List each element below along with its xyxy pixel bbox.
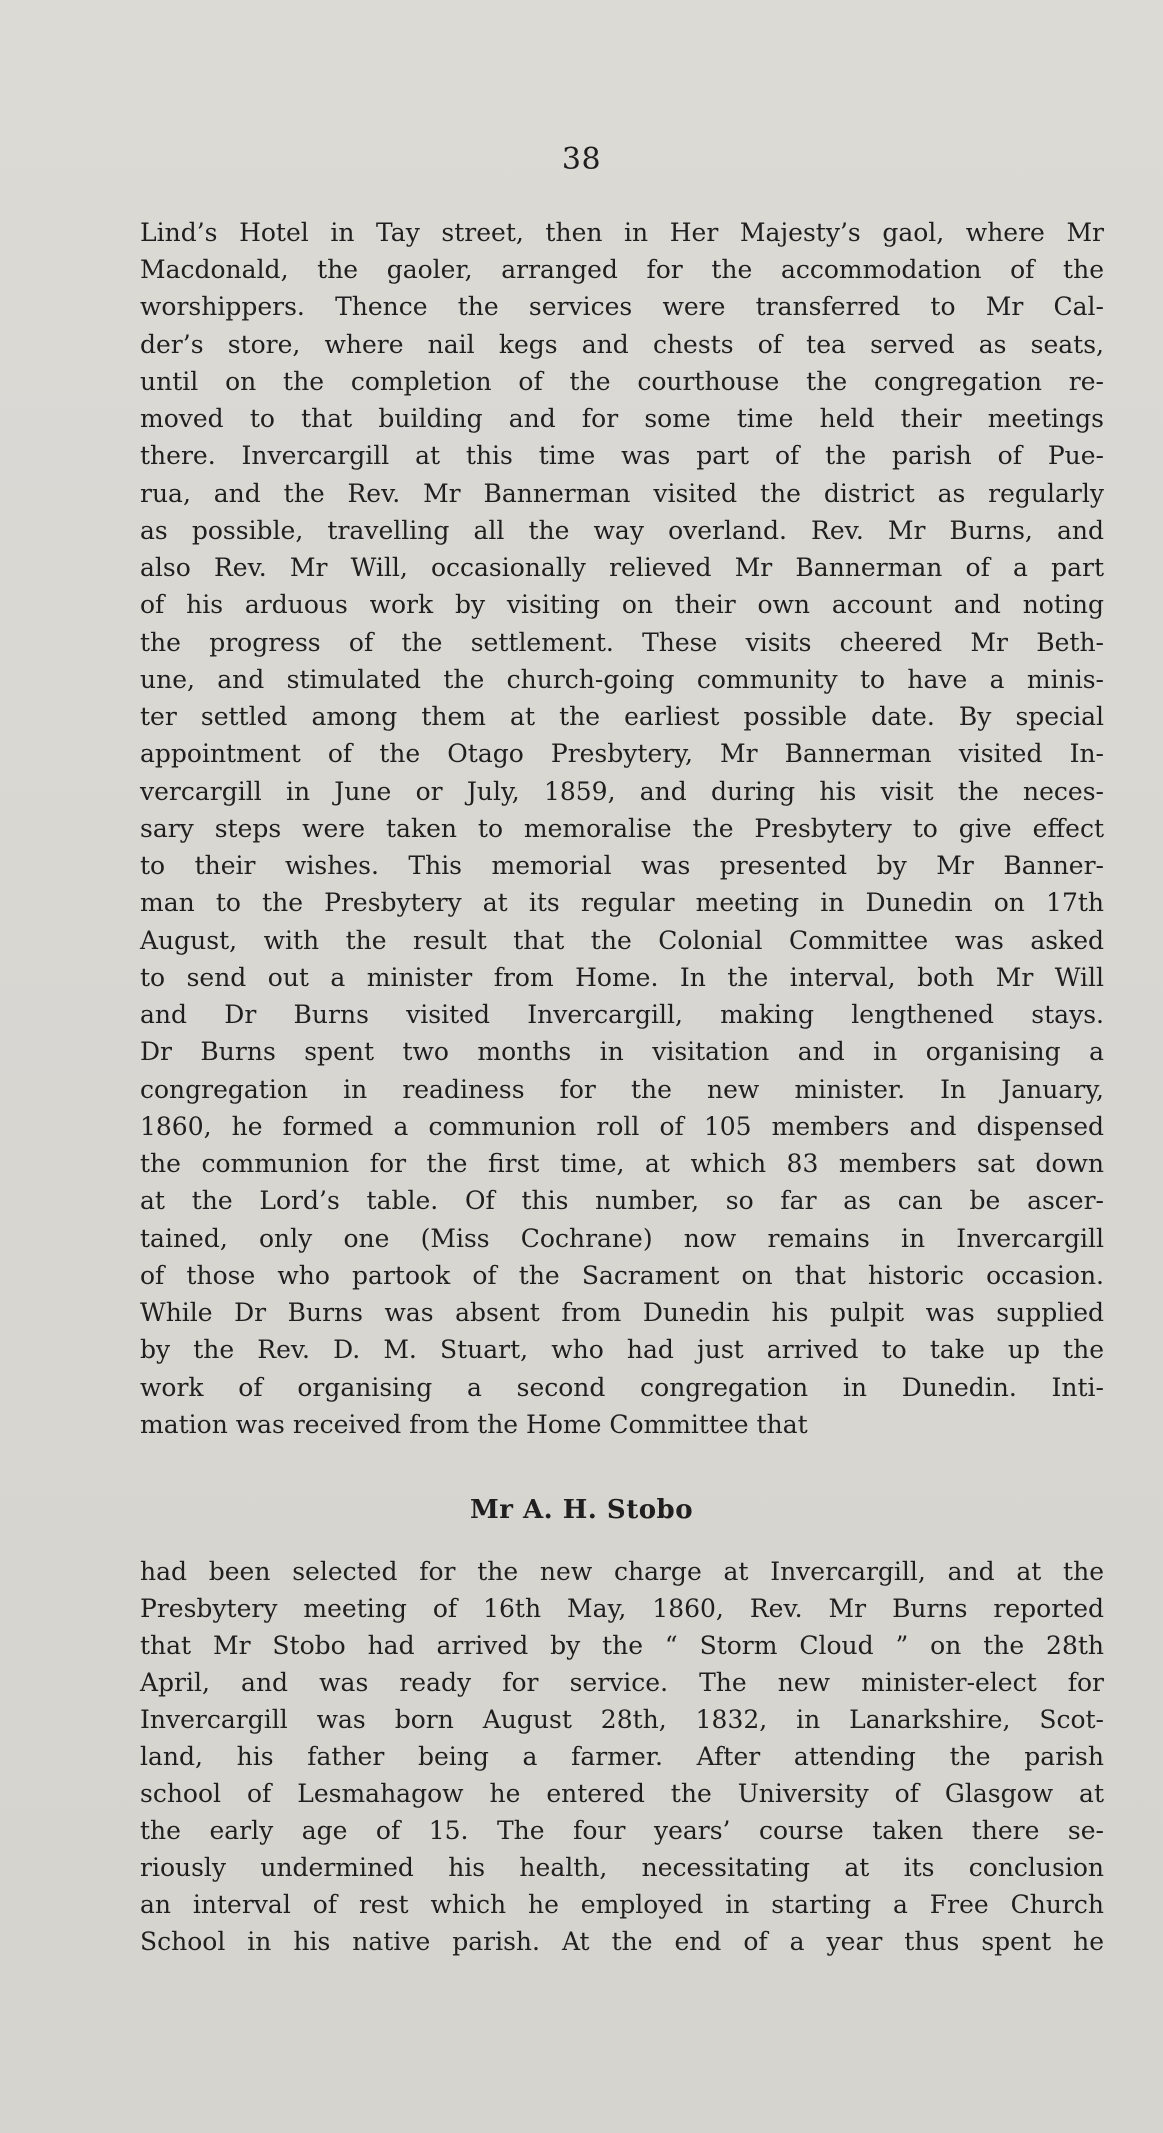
text-line: the communion for the first time, at which 83 members sat down — [140, 1149, 1104, 1178]
text-line: April, and was ready for service. The new minister-elect for — [140, 1668, 1104, 1697]
text-line: school of Lesmahagow he entered the University of Glasgow at — [140, 1779, 1104, 1808]
text-line: to send out a minister from Home. In the interval, both Mr Will — [140, 963, 1104, 992]
text-line: had been selected for the new charge at Invercargill, and at the — [140, 1557, 1104, 1586]
text-line: man to the Presbytery at its regular meeting in Dunedin on 17th — [140, 888, 1104, 917]
text-line: the early age of 15. The four years’ course taken there se- — [140, 1816, 1104, 1845]
text-line: rua, and the Rev. Mr Bannerman visited the district as regularly — [140, 479, 1104, 508]
text-line: an interval of rest which he employed in starting a Free Church — [140, 1890, 1104, 1919]
text-line: Dr Burns spent two months in visitation and in organising a — [140, 1037, 1104, 1066]
text-line: worshippers. Thence the services were transferred to Mr Cal- — [140, 292, 1104, 321]
text-line: Invercargill was born August 28th, 1832, in Lanarkshire, Scot- — [140, 1705, 1104, 1734]
text-line: also Rev. Mr Will, occasionally relieved Mr Bannerman of a part — [140, 553, 1104, 582]
text-line: at the Lord’s table. Of this number, so far as can be ascer- — [140, 1186, 1104, 1215]
text-line: der’s store, where nail kegs and chests of tea served as seats, — [140, 330, 1104, 359]
text-line: mation was received from the Home Committee that — [140, 1410, 808, 1439]
text-line: to their wishes. This memorial was presented by Mr Banner- — [140, 851, 1104, 880]
text-line: Presbytery meeting of 16th May, 1860, Rev. Mr Burns reported — [140, 1594, 1104, 1623]
text-line: of his arduous work by visiting on their own account and noting — [140, 590, 1104, 619]
text-line: vercargill in June or July, 1859, and during his visit the neces- — [140, 777, 1104, 806]
text-line: that Mr Stobo had arrived by the “ Storm Cloud ” on the 28th — [140, 1631, 1104, 1660]
text-line: and Dr Burns visited Invercargill, making lengthened stays. — [140, 1000, 1104, 1029]
text-line: While Dr Burns was absent from Dunedin his pulpit was supplied — [140, 1298, 1104, 1327]
text-line: August, with the result that the Colonial Committee was asked — [140, 926, 1104, 955]
text-line: the progress of the settlement. These visits cheered Mr Beth- — [140, 628, 1104, 657]
text-line: until on the completion of the courthouse the congregation re- — [140, 367, 1104, 396]
text-line: tained, only one (Miss Cochrane) now remains in Invercargill — [140, 1224, 1104, 1253]
text-line: Lind’s Hotel in Tay street, then in Her Majesty’s gaol, where Mr — [140, 218, 1104, 247]
text-line: Macdonald, the gaoler, arranged for the accommodation of the — [140, 255, 1104, 284]
text-line: of those who partook of the Sacrament on that historic occasion. — [140, 1261, 1104, 1290]
text-line: une, and stimulated the church-going community to have a minis- — [140, 665, 1104, 694]
text-line: congregation in readiness for the new minister. In January, — [140, 1075, 1104, 1104]
text-line: 1860, he formed a communion roll of 105 members and dispensed — [140, 1112, 1104, 1141]
page-number: 38 — [561, 142, 602, 177]
text-line: there. Invercargill at this time was part of the parish of Pue- — [140, 441, 1104, 470]
text-line: appointment of the Otago Presbytery, Mr Bannerman visited In- — [140, 739, 1104, 768]
text-line: by the Rev. D. M. Stuart, who had just arrived to take up the — [140, 1335, 1104, 1364]
text-line: riously undermined his health, necessitating at its conclusion — [140, 1853, 1104, 1882]
text-line: School in his native parish. At the end of a year thus spent he — [140, 1927, 1104, 1956]
text-line: moved to that building and for some time held their meetings — [140, 404, 1104, 433]
text-line: work of organising a second congregation in Dunedin. Inti- — [140, 1373, 1104, 1402]
text-line: as possible, travelling all the way overland. Rev. Mr Burns, and — [140, 516, 1104, 545]
text-line: sary steps were taken to memoralise the Presbytery to give effect — [140, 814, 1104, 843]
text-line: land, his father being a farmer. After attending the parish — [140, 1742, 1104, 1771]
section-heading: Mr A. H. Stobo — [469, 1495, 694, 1525]
text-line: ter settled among them at the earliest possible date. By special — [140, 702, 1104, 731]
